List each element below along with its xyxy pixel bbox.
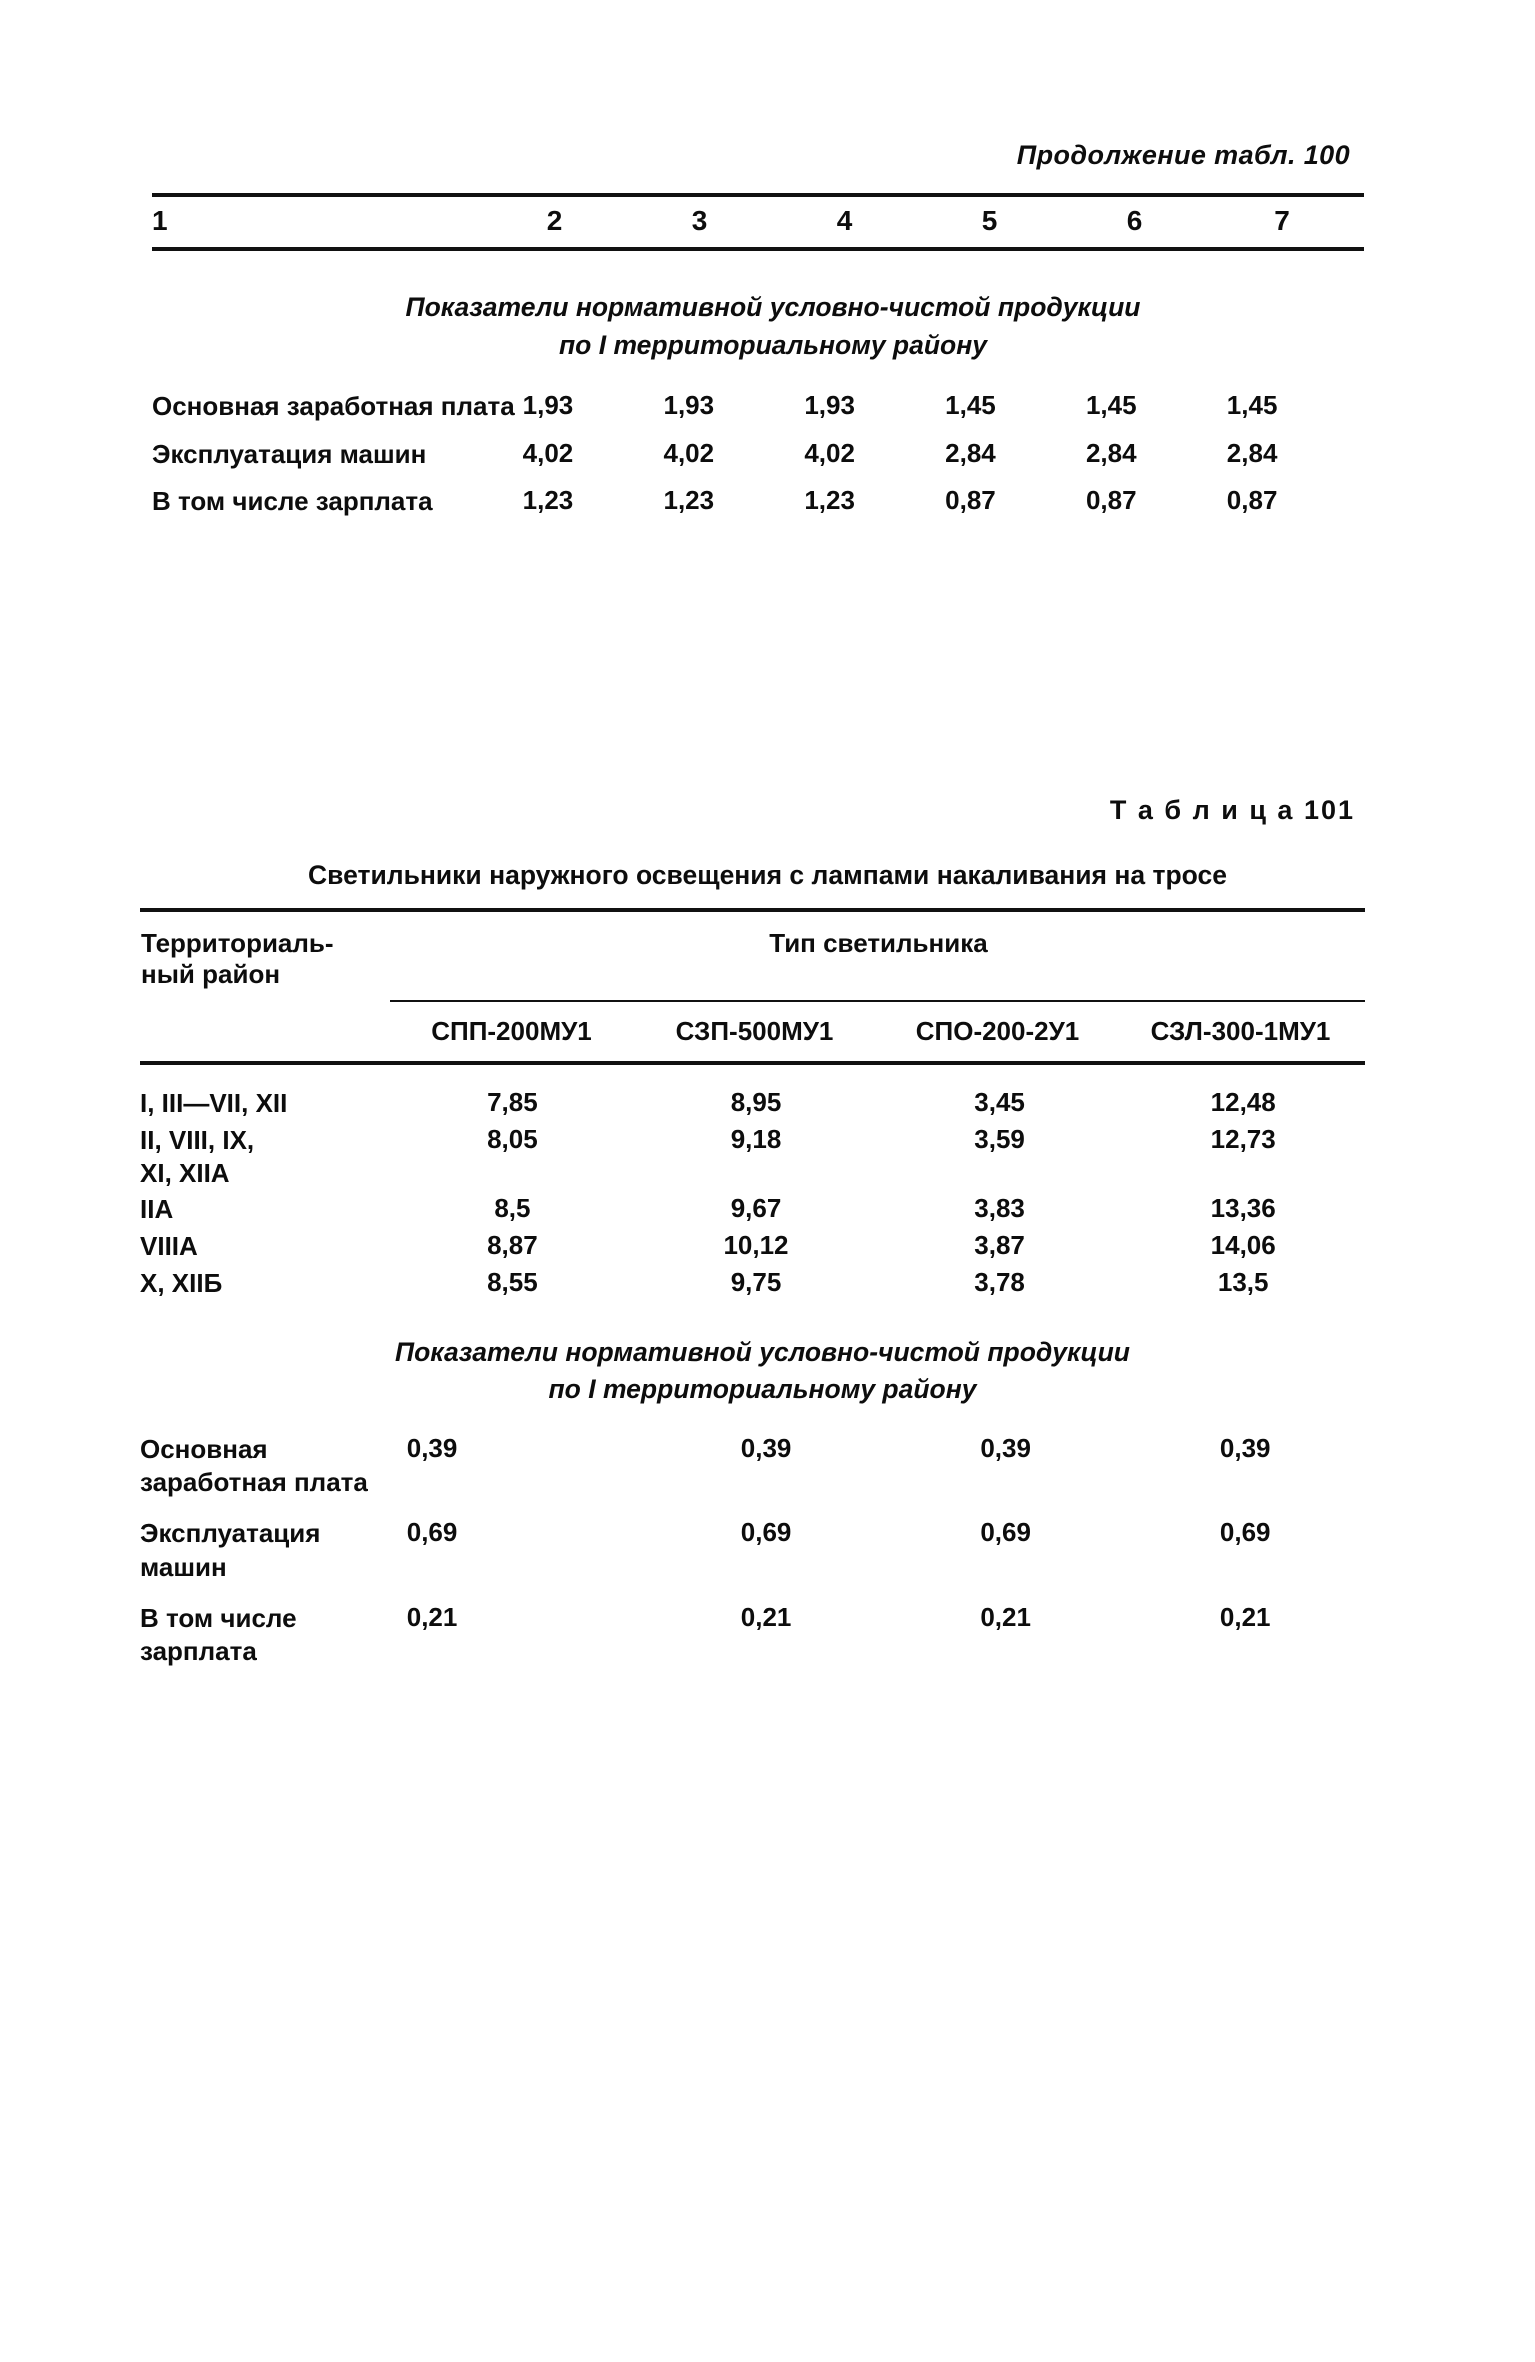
cell-value: 12,73: [1210, 1123, 1276, 1154]
row-region-line-2: XI, XIIА: [140, 1157, 230, 1188]
cell-value: 0,87: [945, 484, 996, 515]
table-100-data: [152, 390, 1364, 532]
cell-value: 8,05: [487, 1123, 538, 1154]
table-101-subtitle: [140, 1334, 1365, 1409]
cell-value: 0,39: [740, 1432, 792, 1463]
cell-value: 4,02: [663, 437, 715, 468]
cell-value: 8,5: [494, 1193, 531, 1224]
row-label: В том числе зарплата: [140, 1602, 297, 1667]
type-header-1: СПП-200МУ1: [431, 1016, 592, 1046]
table-100-subtitle-line-1: Показатели нормативной условно-чистой продукции: [405, 292, 1141, 322]
cell-value: 1,93: [663, 390, 715, 421]
row-label: Эксплуатация машин: [152, 438, 427, 469]
table-100-subtitle: [152, 289, 1364, 364]
table-100-subtitle-line-2: по I территориальному району: [559, 329, 987, 360]
table-row: [140, 1124, 1365, 1194]
table-101: [140, 908, 1365, 1686]
subheader-spacer: [140, 1016, 390, 1047]
cell-value: 13,5: [1217, 1266, 1269, 1297]
cell-value: 0,21: [740, 1601, 792, 1632]
cell-value: 2,84: [945, 437, 996, 468]
cell-value: 0,39: [980, 1432, 1031, 1463]
table-100-continuation: [152, 193, 1364, 532]
table-101-nchp: [140, 1433, 1365, 1687]
table-row: [152, 390, 1364, 437]
cell-value: 1,23: [522, 484, 574, 515]
row-region: IIА: [140, 1194, 174, 1225]
cell-value: 0,39: [406, 1432, 458, 1463]
table-row: [140, 1193, 1365, 1230]
cell-value: 8,87: [487, 1230, 538, 1260]
cell-value: 7,85: [487, 1087, 538, 1117]
cell-value: 0,21: [406, 1601, 458, 1632]
row-label: Основная заработная плата: [140, 1433, 368, 1498]
table-101-subheader-row: [140, 1002, 1365, 1061]
table-101-header: [140, 912, 1365, 996]
table-row: [140, 1230, 1365, 1267]
cell-value: 8,95: [730, 1087, 782, 1117]
row-region: VIIIА: [140, 1231, 198, 1261]
cell-value: 13,36: [1210, 1193, 1276, 1224]
cell-value: 0,39: [1219, 1432, 1271, 1463]
row-label: В том числе зарплата: [152, 485, 433, 516]
cell-value: 10,12: [723, 1230, 789, 1260]
cell-value: 0,87: [1085, 484, 1137, 515]
table-row: [140, 1517, 1365, 1602]
table-row: [152, 485, 1364, 532]
cell-value: 0,21: [980, 1601, 1031, 1632]
table-101-body: [140, 1087, 1365, 1304]
cell-value: 1,93: [804, 390, 855, 421]
cell-value: 1,93: [522, 390, 574, 421]
table-101-subtitle-line-1: Показатели нормативной условно-чистой продукции: [395, 1336, 1130, 1367]
cell-value: 9,18: [730, 1123, 782, 1154]
cell-value: 3,83: [974, 1193, 1025, 1224]
row-region: [140, 1124, 391, 1194]
cell-value: 14,06: [1210, 1230, 1276, 1260]
cell-value: 3,87: [974, 1230, 1025, 1260]
cell-value: 3,45: [974, 1087, 1025, 1117]
table-101-number: Т а б л и ц а 101: [1109, 795, 1355, 825]
cell-value: 0,69: [1219, 1517, 1271, 1548]
type-header-4: СЗЛ-300-1МУ1: [1150, 1016, 1331, 1046]
table-101-header-row: [140, 912, 1365, 996]
table-row: [140, 1433, 1365, 1518]
cell-value: 1,45: [1085, 390, 1137, 421]
column-number-6: 6: [1126, 205, 1143, 236]
cell-value: 2,84: [1085, 437, 1137, 468]
cell-value: 8,55: [487, 1266, 538, 1297]
cell-value: 1,45: [1226, 390, 1278, 421]
column-number-3: 3: [691, 205, 708, 236]
column-number-1: 1: [152, 205, 168, 236]
continuation-label: Продолжение табл. 100: [1016, 140, 1350, 170]
column-number-2: 2: [546, 205, 563, 236]
cell-value: 0,21: [1219, 1601, 1271, 1632]
region-column-header-line-2: ный район: [141, 959, 281, 989]
region-column-header-line-1: Территориаль-: [141, 928, 334, 958]
row-label: Основная заработная плата: [152, 391, 515, 422]
table-row: [140, 1087, 1365, 1124]
type-group-header: Тип светильника: [769, 928, 988, 958]
table-101-subtitle-line-2: по I территориальному району: [548, 1374, 977, 1405]
row-label: Эксплуатация машин: [140, 1518, 321, 1582]
cell-value: 12,48: [1210, 1087, 1276, 1117]
cell-value: 0,69: [980, 1517, 1031, 1548]
table-row: [140, 1267, 1365, 1304]
table-101-title: Светильники наружного освещения с лампами накаливания на тросе: [308, 860, 1227, 890]
cell-value: 0,69: [406, 1517, 458, 1548]
cell-value: 3,78: [974, 1266, 1025, 1297]
type-header-3: СПО-200-2У1: [915, 1016, 1080, 1046]
table-100-header-rule: [152, 247, 1364, 251]
type-header-2: СЗП-500МУ1: [675, 1016, 834, 1046]
row-region: [140, 1087, 391, 1124]
column-number-4: 4: [836, 205, 853, 236]
cell-value: 1,23: [804, 484, 855, 515]
column-number-5: 5: [981, 205, 998, 236]
row-region-line-1: I, III—VII, XII: [140, 1088, 288, 1118]
cell-value: 4,02: [804, 437, 855, 468]
cell-value: 4,02: [522, 437, 574, 468]
row-region-line-1: II, VIII, IX,: [140, 1124, 255, 1155]
cell-value: 9,75: [730, 1266, 782, 1297]
table-row: [140, 1602, 1365, 1687]
cell-value: 2,84: [1226, 437, 1278, 468]
cell-value: 3,59: [974, 1123, 1025, 1154]
region-column-header: [140, 912, 392, 996]
row-region: X, XIIБ: [140, 1267, 223, 1298]
table-row: [152, 438, 1364, 485]
cell-value: 1,45: [945, 390, 996, 421]
cell-value: 0,87: [1226, 484, 1278, 515]
cell-value: 9,67: [730, 1193, 782, 1224]
column-number-7: 7: [1274, 205, 1290, 236]
table-100-column-numbers: [152, 197, 1364, 247]
cell-value: 1,23: [663, 484, 715, 515]
cell-value: 0,69: [740, 1517, 792, 1548]
table-101-header-rule: [140, 1061, 1365, 1065]
